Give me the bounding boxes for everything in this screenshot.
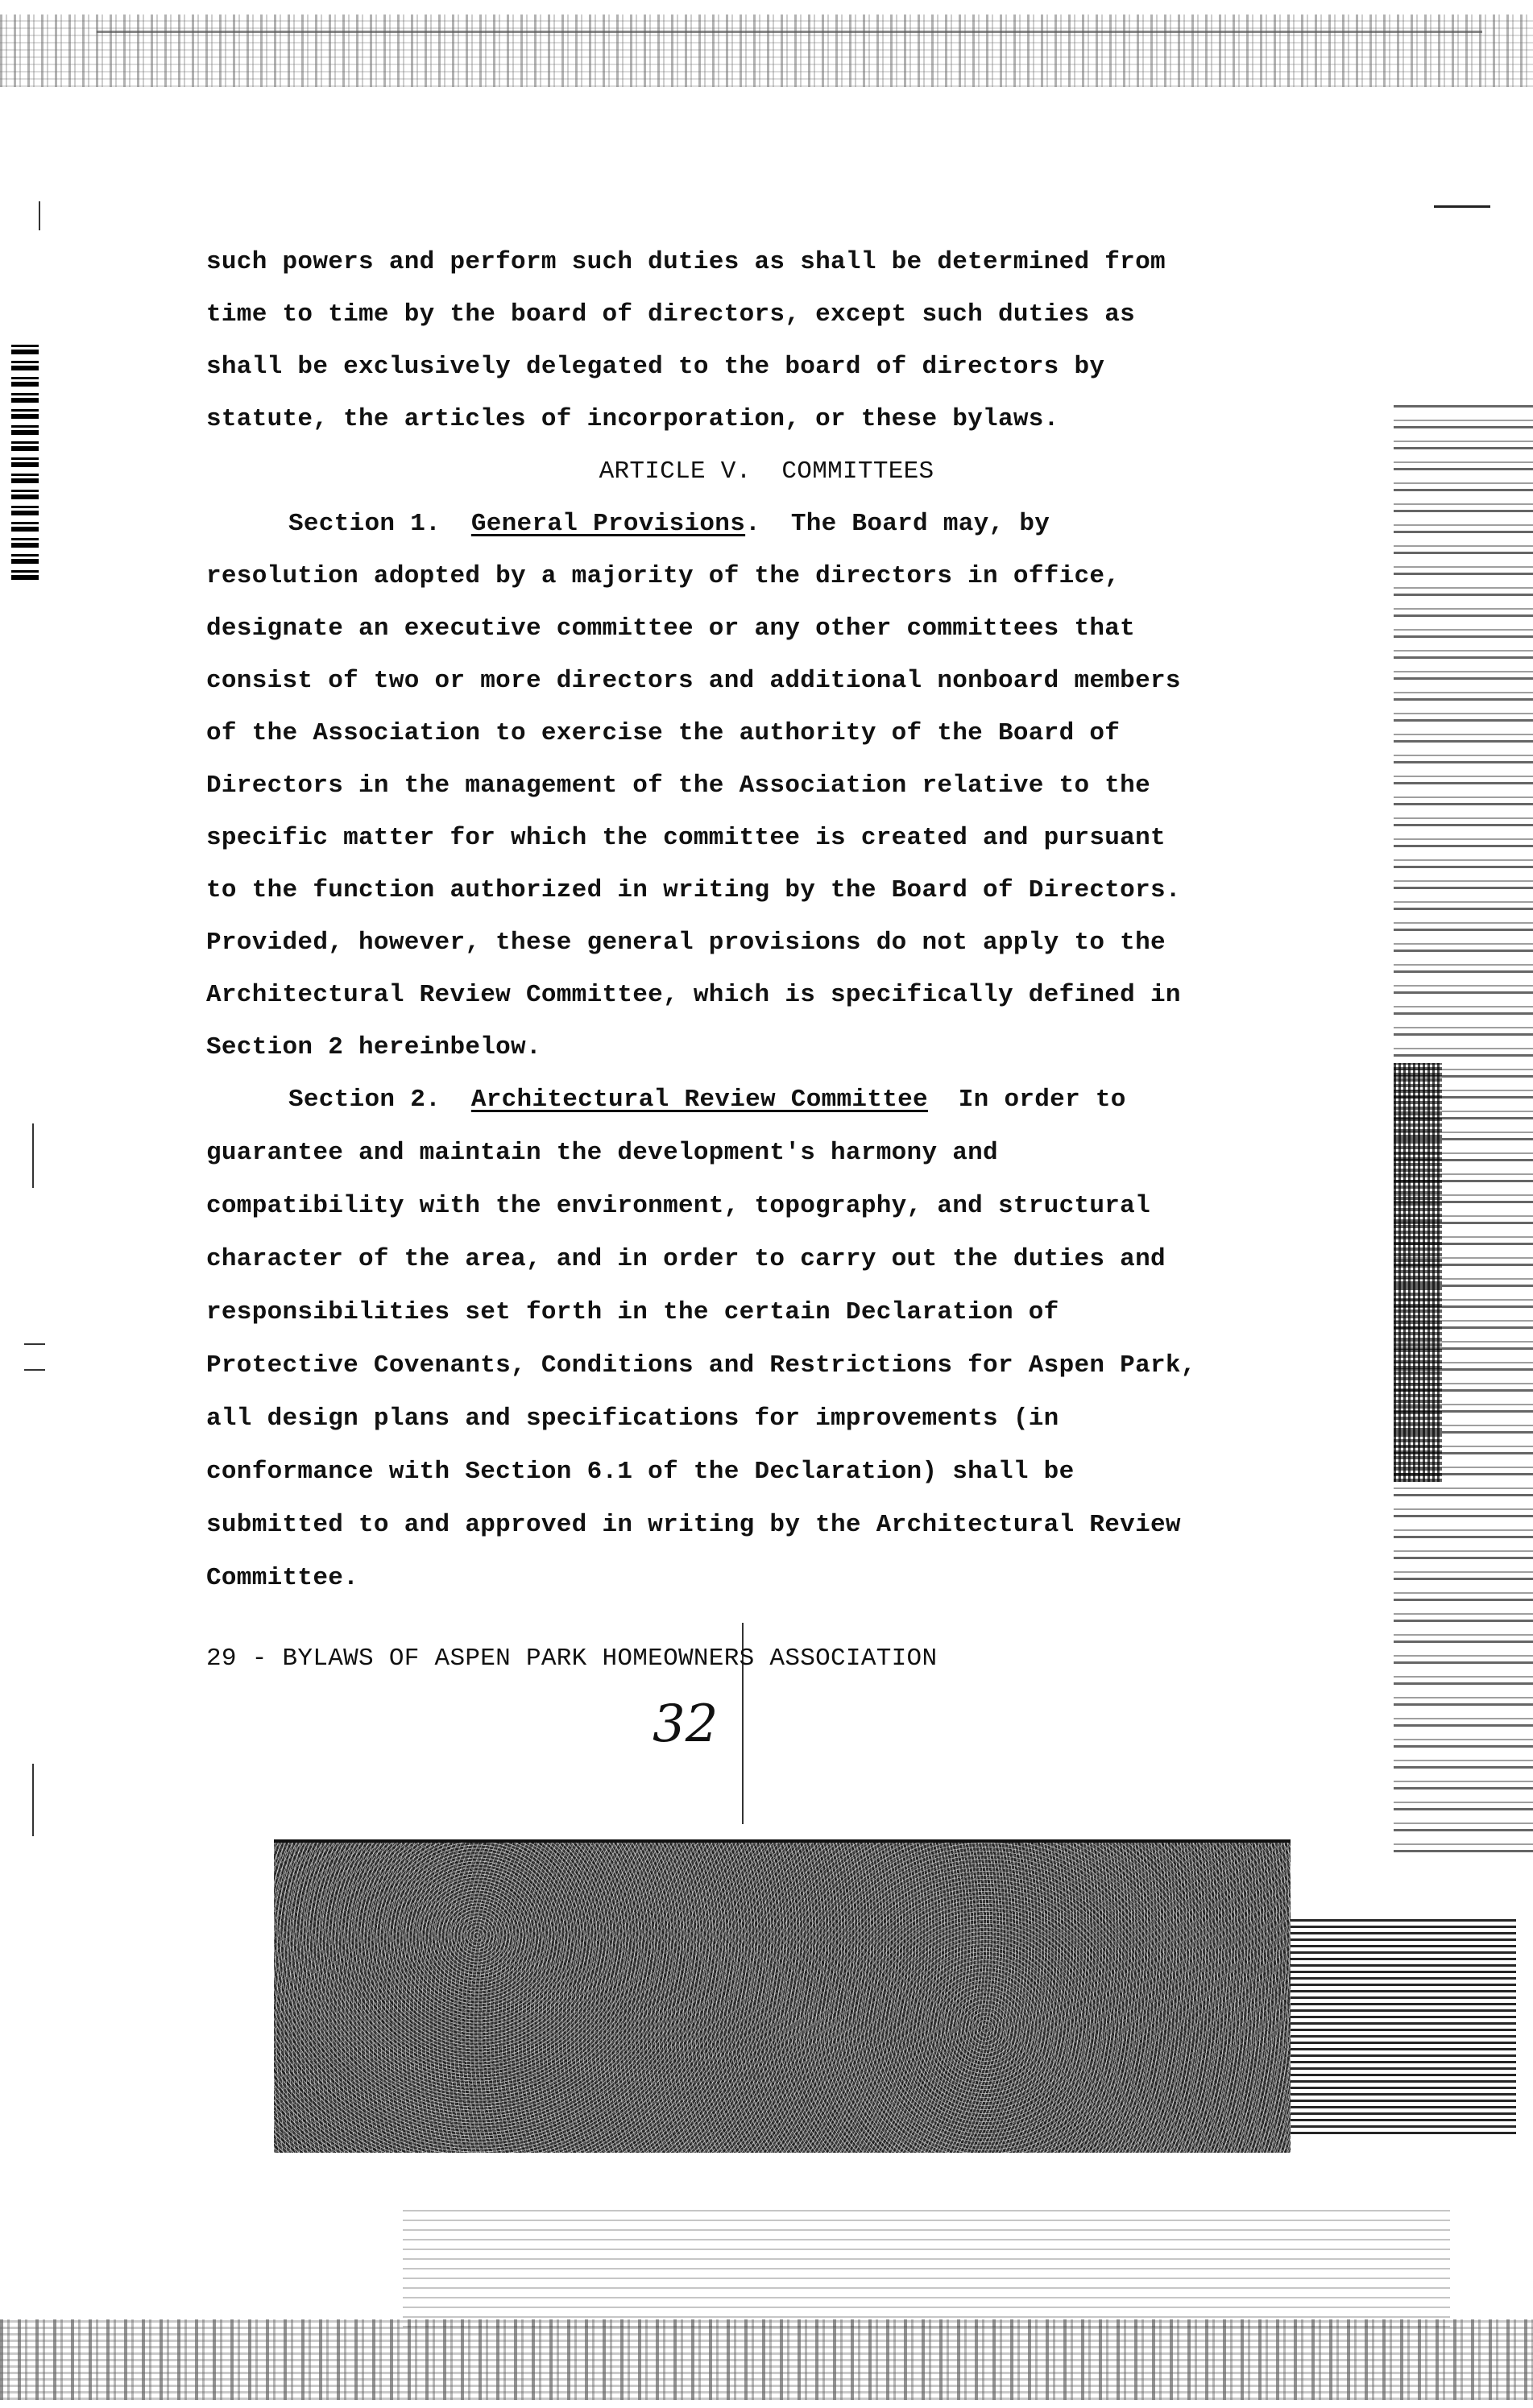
section-1-title: General Provisions bbox=[470, 510, 746, 538]
left-edge-mark bbox=[24, 1369, 45, 1371]
scan-noise-top bbox=[0, 14, 1533, 87]
text-line: Provided, however, these general provisions do not apply to the bbox=[206, 929, 1166, 957]
text-line: consist of two or more directors and additional nonboard members bbox=[206, 667, 1181, 695]
section-1-title-suffix: . The Board may, by bbox=[745, 510, 1050, 538]
text-line: statute, the articles of incorporation, or these bylaws. bbox=[206, 405, 1059, 433]
section-2-title: Architectural Review Committee bbox=[470, 1086, 928, 1114]
section-2-label: Section 2. bbox=[288, 1086, 471, 1114]
scan-rule-top bbox=[97, 31, 1482, 33]
scan-noise-right bbox=[1291, 1917, 1516, 2134]
text-line: character of the area, and in order to carry out the duties and bbox=[206, 1245, 1166, 1273]
text-line: submitted to and approved in writing by the Architectural Review bbox=[206, 1511, 1181, 1539]
text-line: Protective Covenants, Conditions and Restrictions for Aspen Park, bbox=[206, 1351, 1196, 1380]
section-1-label: Section 1. bbox=[288, 510, 471, 538]
handwritten-page-number-text: 32 bbox=[653, 1694, 719, 1754]
text-line: resolution adopted by a majority of the directors in office, bbox=[206, 562, 1121, 590]
left-edge-mark bbox=[39, 201, 40, 230]
text-line: such powers and perform such duties as shall be determined from bbox=[206, 248, 1166, 276]
text-line: of the Association to exercise the authority of the Board of bbox=[206, 719, 1121, 747]
handwritten-page-number bbox=[653, 1691, 781, 1756]
text-line: Committee. bbox=[206, 1564, 359, 1592]
section-2-heading-line bbox=[288, 1084, 1126, 1116]
text-line: to the function authorized in writing by the Board of Directors. bbox=[206, 876, 1181, 904]
left-edge-mark bbox=[32, 1123, 34, 1188]
scan-noise-block bbox=[274, 1839, 1291, 2153]
right-edge-dark-noise bbox=[1394, 1063, 1442, 1482]
page-footer: 29 - BYLAWS OF ASPEN PARK HOMEOWNERS ASSOCIATION bbox=[206, 1645, 938, 1673]
left-edge-mark bbox=[24, 1343, 45, 1345]
text-line: Section 2 hereinbelow. bbox=[206, 1033, 541, 1061]
article-heading: ARTICLE V. COMMITTEES bbox=[599, 457, 934, 486]
text-line: compatibility with the environment, topography, and structural bbox=[206, 1192, 1150, 1220]
text-line: Directors in the management of the Association relative to the bbox=[206, 772, 1150, 800]
text-line: shall be exclusively delegated to the board of directors by bbox=[206, 353, 1105, 381]
text-line: responsibilities set forth in the certain Declaration of bbox=[206, 1298, 1059, 1326]
text-line: time to time by the board of directors, except such duties as bbox=[206, 300, 1136, 329]
section-2-title-suffix: In order to bbox=[927, 1086, 1126, 1114]
text-line: guarantee and maintain the development's harmony and bbox=[206, 1139, 998, 1167]
text-line: Architectural Review Committee, which is specifically defined in bbox=[206, 981, 1181, 1009]
right-edge-dash bbox=[1434, 205, 1490, 208]
scan-noise-lines-bottom bbox=[403, 2207, 1450, 2327]
text-line: conformance with Section 6.1 of the Declaration) shall be bbox=[206, 1458, 1075, 1486]
text-line: designate an executive committee or any other committees that bbox=[206, 614, 1136, 643]
left-edge-mark bbox=[32, 1764, 34, 1836]
section-1-heading-line bbox=[288, 508, 1050, 540]
text-line: all design plans and specifications for improvements (in bbox=[206, 1405, 1059, 1433]
text-line: specific matter for which the committee is created and pursuant bbox=[206, 824, 1166, 852]
scan-noise-bottom bbox=[0, 2319, 1533, 2400]
